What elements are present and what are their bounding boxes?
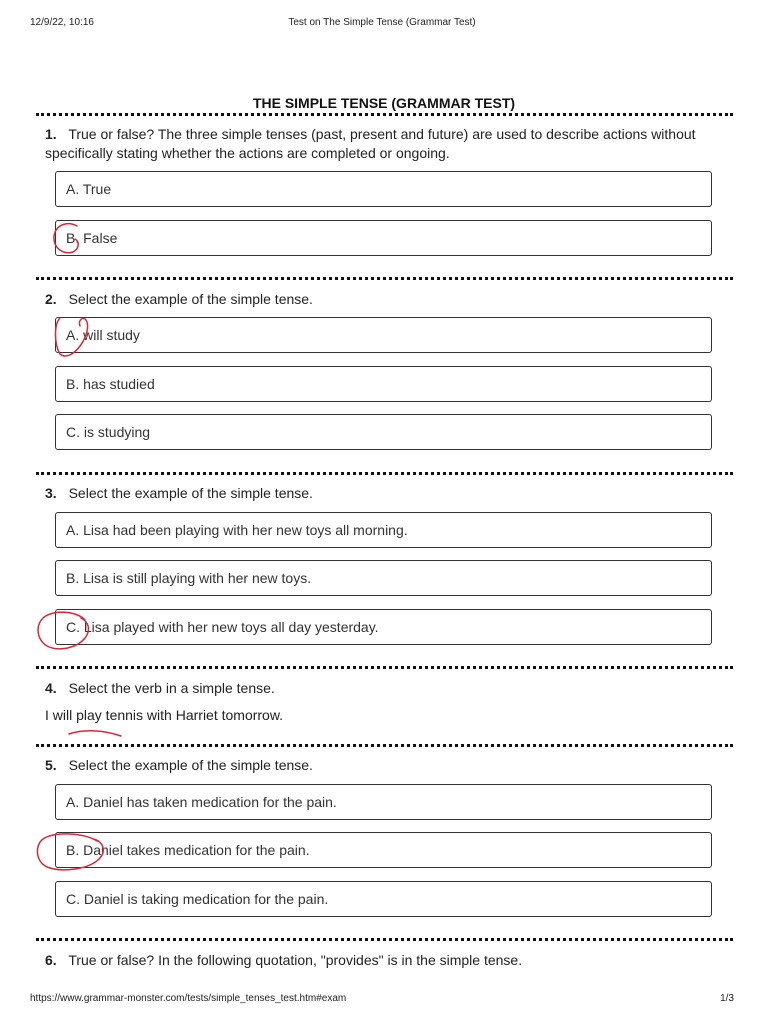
question-separator [36, 113, 733, 116]
question-number: 2. [45, 291, 57, 307]
question-3 [45, 484, 725, 503]
question-text: True or false? The three simple tenses (past, present and future) are used to describe actions without specifically stating whether the actions are completed or ongoing. [45, 126, 696, 161]
question-separator [36, 472, 733, 475]
question-6 [45, 951, 725, 970]
print-doc-title: Test on The Simple Tense (Grammar Test) [288, 17, 476, 28]
question-4 [45, 679, 725, 698]
print-datetime: 12/9/22, 10:16 [30, 17, 94, 28]
question-separator [36, 277, 733, 280]
question-number: 6. [45, 952, 57, 968]
question-1 [45, 125, 725, 163]
question-text: Select the example of the simple tense. [68, 485, 313, 501]
page-number: 1/3 [720, 993, 734, 1004]
question-2 [45, 290, 725, 309]
question-text: Select the example of the simple tense. [68, 291, 313, 307]
q2-option-c[interactable]: C. is studying [55, 414, 712, 450]
question-separator [36, 744, 733, 747]
q3-option-a[interactable]: A. Lisa had been playing with her new toys all morning. [55, 512, 712, 548]
q5-option-c[interactable]: C. Daniel is taking medication for the pain. [55, 881, 712, 917]
question-separator [36, 938, 733, 941]
q1-option-a[interactable]: A. True [55, 171, 712, 207]
question-number: 1. [45, 126, 57, 142]
q2-option-a[interactable]: A. will study [55, 317, 712, 353]
question-text: True or false? In the following quotation, "provides" is in the simple tense. [68, 952, 523, 968]
q3-option-c[interactable]: C. Lisa played with her new toys all day yesterday. [55, 609, 712, 645]
question-text: Select the example of the simple tense. [68, 757, 313, 773]
q4-sentence[interactable]: I will play tennis with Harriet tomorrow. [45, 707, 284, 723]
q1-option-b[interactable]: B. False [55, 220, 712, 256]
test-title: THE SIMPLE TENSE (GRAMMAR TEST) [252, 95, 516, 111]
question-text: Select the verb in a simple tense. [68, 680, 275, 696]
question-number: 4. [45, 680, 57, 696]
q5-option-b[interactable]: B. Daniel takes medication for the pain. [55, 832, 712, 868]
q2-option-b[interactable]: B. has studied [55, 366, 712, 402]
q5-option-a[interactable]: A. Daniel has taken medication for the pain. [55, 784, 712, 820]
print-header [30, 17, 734, 31]
q4-underline-mark [66, 728, 126, 740]
question-separator [36, 666, 733, 669]
print-url: https://www.grammar-monster.com/tests/simple_tenses_test.htm#exam [30, 993, 347, 1004]
q3-option-b[interactable]: B. Lisa is still playing with her new toys. [55, 560, 712, 596]
question-number: 3. [45, 485, 57, 501]
question-number: 5. [45, 757, 57, 773]
print-footer [30, 993, 734, 1007]
question-5 [45, 756, 725, 775]
